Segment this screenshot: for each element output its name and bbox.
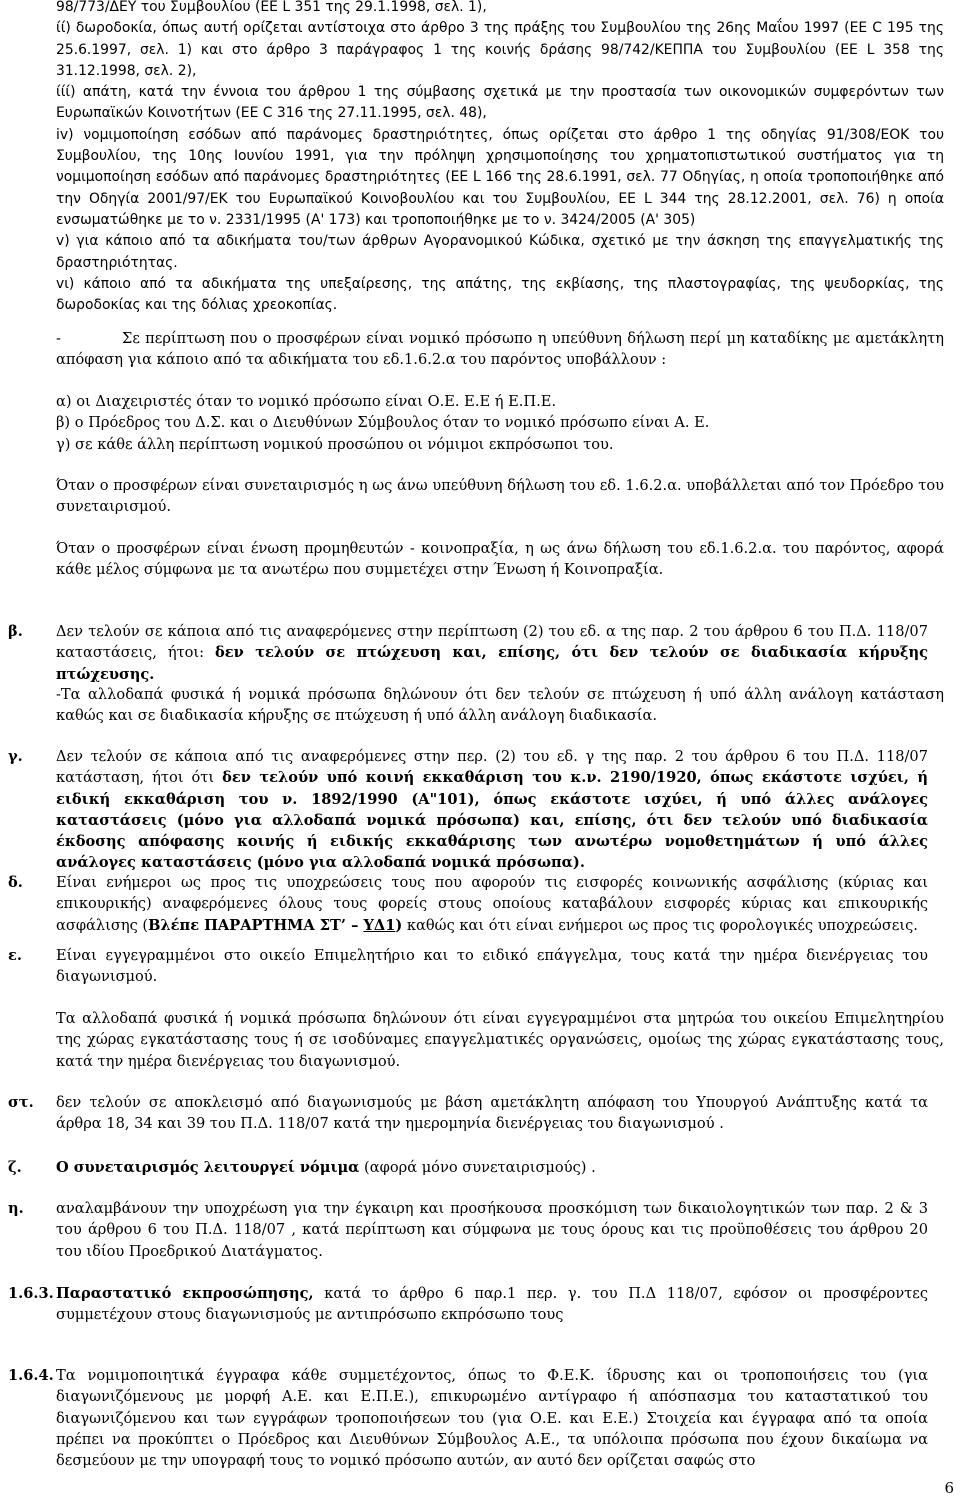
- page-number: 6: [944, 1478, 954, 1497]
- section-delta-rest: καθώς και ότι είναι ενήμεροι ως προς τις φορολογικές υποχρεώσεις.: [402, 916, 918, 934]
- union-note: Όταν ο προσφέρων είναι ένωση προμηθευτών - κοινοπραξία, η ως άνω δήλωση του εδ.1.6.2.α. του παρόντος, αφορά κάθε μέλος σύμφωνα με τα ανωτέρω που συμμετέχει στην Ένωση ή Κοινοπραξία.: [56, 540, 944, 579]
- offence-money-laundering: iv) νομιμοποίηση εσόδων από παράνομες δραστηριότητες, όπως ορίζεται στο άρθρο 1 της οδηγίας 91/308/ΕΟΚ του Συμβουλίου, της 10ης Ιουνίου 1991, για την πρόληψη χρησιμοποίησης του χρηματοπιστωτικού συστήματος για τη νομιμοποίηση εσόδων από παράνομες δραστηριότητες (ΕΕ L 166 της 28.6.1991, σελ. 77 Οδηγίας, η οποία τροποποιήθηκε από την Οδηγία 2001/97/ΕΚ του Ευρωπαϊκού Κοινοβουλίου και του Συμβουλίου, ΕΕ L 344 της 28.12.2001, σελ. 76) η οποία ενσωματώθηκε με το ν. 2331/1995 (Α' 173) και τροποποιήθηκε με το ν. 3424/2005 (Α' 305): [56, 126, 944, 228]
- section-beta-label: β.: [8, 623, 23, 640]
- section-st-label: στ.: [8, 1094, 34, 1111]
- cooperative-note: Όταν ο προσφέρων είναι συνεταιρισμός η ως άνω υπεύθυνη δήλωση του εδ. 1.6.2.α. υποβάλλεται από τον Πρόεδρο του συνεταιρισμού.: [56, 477, 944, 516]
- section-gamma-label: γ.: [8, 748, 23, 765]
- section-zeta-plain: (αφορά μόνο συνεταιρισμούς) .: [359, 1159, 596, 1176]
- section-1-6-3-text: [56, 1283, 928, 1326]
- section-delta-text: [56, 872, 928, 936]
- offences-list: [56, 0, 944, 316]
- section-zeta-bold: Ο συνεταιρισμός λειτουργεί νόμιμα: [56, 1159, 360, 1176]
- section-beta-text: [56, 621, 928, 685]
- annex-reference: Βλέπε ΠΑΡΑΡΤΗΜΑ ΣΤ’ –: [148, 916, 364, 934]
- section-epsilon-text: Είναι εγγεγραμμένοι στο οικείο Επιμελητήριο και το ειδικό επάγγελμα, τους κατά την ημέρα διενέργειας του διαγωνισμού.: [56, 947, 928, 986]
- section-gamma-text: [56, 746, 928, 874]
- dash-marker-visible: -: [56, 330, 61, 347]
- legal-person-paragraph: Σε περίπτωση που ο προσφέρων είναι νομικό πρόσωπο η υπεύθυνη δήλωση περί μη καταδίκης με αμετάκλητη απόφαση για κάποιο από τα αδικήματα του εδ.1.6.2.α του παρόντος υποβάλλουν :: [56, 330, 944, 369]
- section-beta-bold: δεν τελούν σε πτώχευση και, επίσης, ότι δεν τελούν σε διαδικασία κήρυξης πτώχευσης.: [56, 644, 928, 683]
- legal-person-text: [56, 328, 944, 371]
- offence-embezzlement: vι) κάποιο από τα αδικήματα της υπεξαίρεσης, της απάτης, της εκβίασης, της πλαστογραφίας, της ψευδορκίας, της δωροδοκίας και της δόλιας χρεοκοπίας.: [56, 275, 944, 314]
- section-eta-label: η.: [8, 1200, 24, 1217]
- section-1-6-4-label: 1.6.4.: [8, 1367, 54, 1384]
- section-delta-plain: Είναι ενήμεροι ως προς τις υποχρεώσεις τους που αφορούν τις εισφορές κοινωνικής ασφάλισης (κύριας και επικουρικής) αναφερόμενες όλους τους φορείς στους οποίους καταβάλουν εισφορές κύριας και επικουρικής ασφάλισης (: [56, 874, 928, 934]
- section-1-6-3-plain: κατά το άρθρο 6 παρ.1 περ. γ. του Π.Δ 118/07, εφόσον οι προσφέροντες συμμετέχουν στους διαγωνισμούς με αντιπρόσωπο εκπρόσωπο τους: [56, 1285, 928, 1324]
- section-zeta-label: ζ.: [8, 1159, 22, 1176]
- section-1-6-3-bold: Παραστατικό εκπροσώπησης,: [56, 1285, 314, 1302]
- signatory-b: β) ο Πρόεδρος του Δ.Σ. και ο Διευθύνων Σύμβουλος όταν το νομικό πρόσωπο είναι Α. Ε.: [56, 414, 710, 432]
- section-gamma-plain: Δεν τελούν σε κάποια από τις αναφερόμενες στην περ. (2) του εδ. γ της παρ. 2 του άρθρου 6 του Π.Δ. 118/07 κατάσταση, ήτοι ότι: [56, 748, 928, 787]
- section-gamma-bold: δεν τελούν υπό κοινή εκκαθάριση του κ.ν. 2190/1920, όπως εκάστοτε ισχύει, ή ειδική εκκαθάριση του ν. 1892/1990 (Α"101), όπως εκάστοτε ισχύει, ή υπό άλλες ανάλογες καταστάσεις (μόνο για αλλοδαπά νομικά πρόσωπα) και, επίσης, ότι δεν τελούν υπό διαδικασία έκδοσης απόφασης κοινής ή ειδικής εκκαθάρισης των ανωτέρω νομοθετημάτων ή υπό άλλες ανάλογες καταστάσεις (μόνο για αλλοδαπά νομικά πρόσωπα).: [56, 769, 928, 872]
- section-1-6-3-label: 1.6.3.: [8, 1285, 54, 1302]
- section-eta-text: αναλαμβάνουν την υποχρέωση για την έγκαιρη και προσήκουσα προσκόμιση των δικαιολογητικών των παρ. 2 & 3 του άρθρου 6 του Π.Δ. 118/07 , κατά περίπτωση και σύμφωνα με τους όρους και τις προϋποθέσεις του άρθρου 20 του ιδίου Προεδρικού Διατάγματος.: [56, 1200, 928, 1260]
- offence-market-code: v) για κάποιο από τα αδικήματα του/των άρθρων Αγορανομικού Κώδικα, σχετικό με την άσκηση της επαγγελματικής της δραστηριότητας.: [56, 233, 944, 271]
- section-st-text: δεν τελούν σε αποκλεισμό από διαγωνισμούς με βάση αμετάκλητη απόφαση του Υπουργού Ανάπτυξης κατά τα άρθρα 18, 34 και 39 του Π.Δ. 118/07 κατά την ημερομηνία διενέργειας του διαγωνισμού .: [56, 1094, 928, 1133]
- signatory-c: γ) σε κάθε άλλη περίπτωση νομικού προσώπου οι νόμιμοι εκπρόσωποι του.: [56, 435, 614, 453]
- signatory-a: α) οι Διαχειριστές όταν το νομικό πρόσωπο είναι Ο.Ε. Ε.Ε ή Ε.Π.Ε.: [56, 393, 557, 410]
- offence-continuation: 98/773/ΔΕΥ του Συμβουλίου (ΕΕ L 351 της 29.1.1998, σελ. 1),: [56, 0, 487, 15]
- section-epsilon-label: ε.: [8, 947, 22, 964]
- offence-fraud: ίίί) απάτη, κατά την έννοια του άρθρου 1 της σύμβασης σχετικά με την προστασία των οικονομικών συμφερόντων των Ευρωπαϊκών Κοινοτήτων (ΕΕ C 316 της 27.11.1995, σελ. 48),: [56, 84, 944, 122]
- section-1-6-4-text: Τα νομιμοποιητικά έγγραφα κάθε συμμετέχοντος, όπως το Φ.Ε.Κ. ίδρυσης και οι τροποποιήσεις του (για διαγωνιζόμενους με μορφή Α.Ε. και Ε.Π.Ε.), επικυρωμένο αντίγραφο ή απόσπασμα του καταστατικού του διαγωνιζόμενου και των εγγράφων τροποποιήσεων του (για Ο.Ε. και Ε.Ε.) Στοιχεία και έγγραφα από τα οποία πρέπει να προκύπτει ο Πρόεδρος και Διευθύνων Σύμβουλος Α.Ε., τα υπόλοιπα πρόσωπα που έχουν δικαίωμα να δεσμεύουν με την υπογραφή τους το νομικό πρόσωπο αυτών, αν αυτό δεν ορίζεται σαφώς στο: [56, 1367, 928, 1470]
- offence-bribery: ίί) δωροδοκία, όπως αυτή ορίζεται αντίστοιχα στο άρθρο 3 της πράξης του Συμβουλίου της 26ης Μαΐου 1997 (ΕΕ C 195 της 25.6.1997, σελ. 1) και στο άρθρο 3 παράγραφος 1 της κοινής δράσης 98/742/ΚΕΠΠΑ του Συμβουλίου (ΕΕ L 358 της 31.12.1998, σελ. 2),: [56, 20, 944, 79]
- annex-link-yd1[interactable]: ΥΔ1: [363, 916, 396, 934]
- annex-close: ): [395, 916, 403, 934]
- section-zeta-text: [56, 1157, 928, 1178]
- signatories-list: [56, 391, 944, 455]
- section-beta-plain: Δεν τελούν σε κάποια από τις αναφερόμενες στην περίπτωση (2) του εδ. α της παρ. 2 του άρθρου 6 του Π.Δ. 118/07 καταστάσεις, ήτοι:: [56, 623, 928, 662]
- section-delta-label: δ.: [8, 874, 23, 891]
- section-epsilon-foreign: Τα αλλοδαπά φυσικά ή νομικά πρόσωπα δηλώνουν ότι είναι εγγεγραμμένοι στα μητρώα του οικείου Επιμελητηρίου της χώρας εγκατάστασης τους ή σε ισοδύναμες επαγγελματικές οργανώσεις, ομοίως της χώρας εγκατάστασης τους, κατά την ημέρα διενέργειας του διαγωνισμού.: [56, 1010, 944, 1070]
- section-beta-foreign: -Τα αλλοδαπά φυσικά ή νομικά πρόσωπα δηλώνουν ότι δεν τελούν σε πτώχευση ή υπό άλλη ανάλογη κατάσταση καθώς και σε διαδικασία κήρυξης σε πτώχευση ή υπό άλλη ανάλογη διαδικασία.: [56, 686, 944, 725]
